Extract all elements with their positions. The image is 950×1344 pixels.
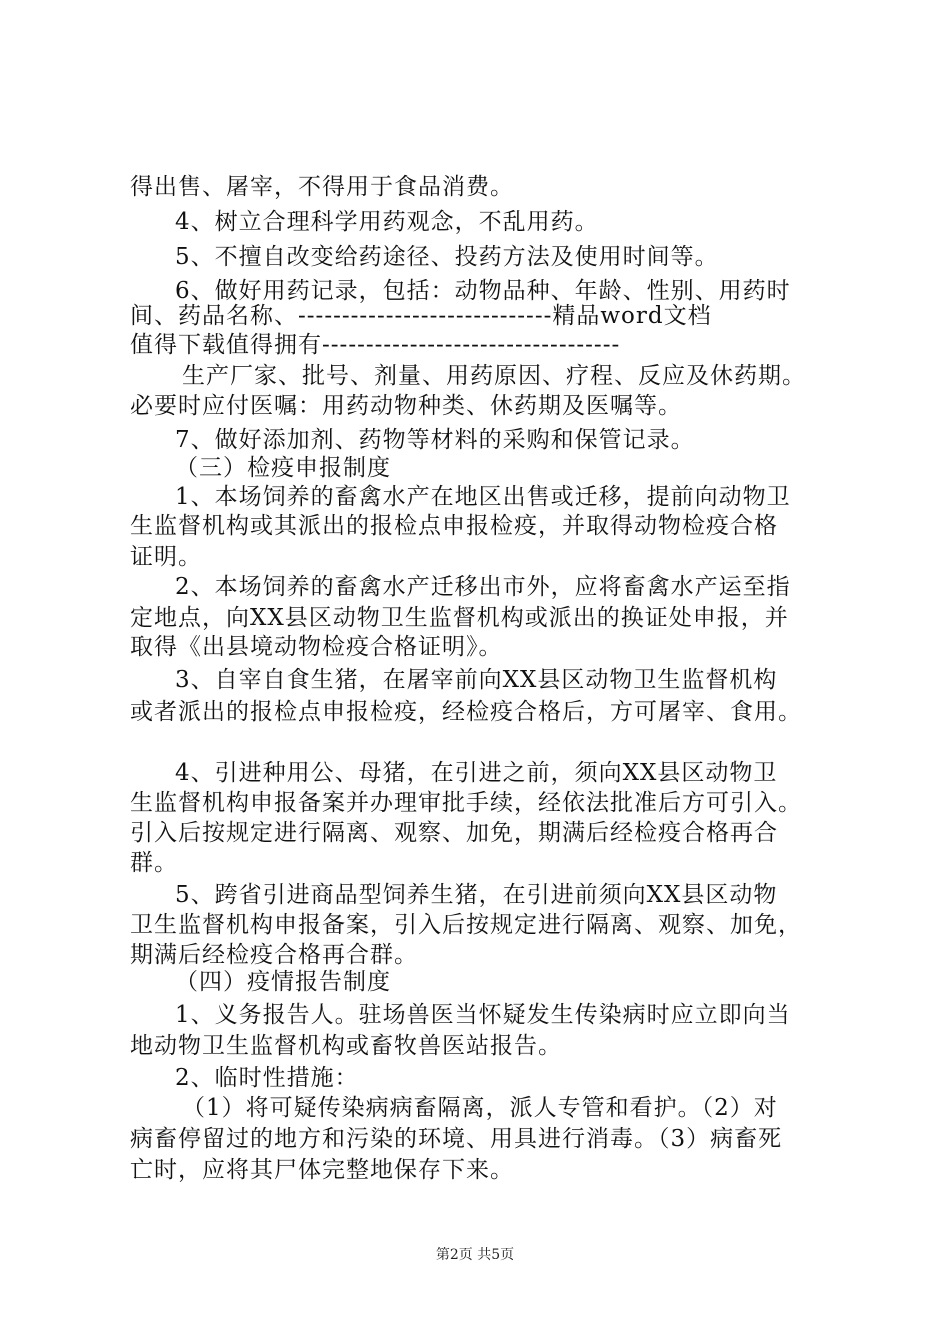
text-line: 间、药品名称、-----------------------------精品word文档 [130, 303, 712, 329]
text-line: 1、本场饲养的畜禽水产在地区出售或迁移，提前向动物卫 [175, 484, 791, 510]
text-line: 或者派出的报检点申报检疫，经检疫合格后，方可屠宰、食用。 [130, 699, 802, 725]
section-heading: （三）检疫申报制度 [175, 455, 391, 481]
section-heading: （四）疫情报告制度 [175, 969, 391, 995]
text-line: 期满后经检疫合格再合群。 [130, 942, 418, 968]
text-line: 6、做好用药记录，包括：动物品种、年龄、性别、用药时 [175, 278, 791, 304]
text-line: 2、本场饲养的畜禽水产迁移出市外，应将畜禽水产运至指 [175, 574, 791, 600]
text-line: 必要时应付医嘱：用药动物种类、休药期及医嘱等。 [130, 393, 682, 419]
text-line: 病畜停留过的地方和污染的环境、用具进行消毒。（3）病畜死 [130, 1126, 783, 1152]
text-line: 生监督机构申报备案并办理审批手续，经依法批准后方可引入。 [130, 790, 802, 816]
text-line: 生监督机构或其派出的报检点申报检疫，并取得动物检疫合格 [130, 513, 778, 539]
text-line: 群。 [130, 850, 178, 876]
text-line: 值得下载值得拥有---------------------------------- [130, 332, 621, 358]
page-number-footer: 第2页 共5页 [435, 1247, 515, 1263]
text-line: 亡时，应将其尸体完整地保存下来。 [130, 1157, 514, 1183]
text-line: 取得《出县境动物检疫合格证明》。 [130, 634, 503, 660]
text-line: 引入后按规定进行隔离、观察、加免，期满后经检疫合格再合 [130, 820, 778, 846]
text-line: 5、跨省引进商品型饲养生猪，在引进前须向XX县区动物 [175, 882, 778, 908]
text-line: 得出售、屠宰，不得用于食品消费。 [130, 174, 514, 200]
text-line: （1）将可疑传染病病畜隔离，派人专管和看护。（2）对 [182, 1095, 778, 1121]
text-line: 定地点，向XX县区动物卫生监督机构或派出的换证处申报，并 [130, 605, 789, 631]
text-line: 4、引进种用公、母猪，在引进之前，须向XX县区动物卫 [175, 760, 778, 786]
text-line: 卫生监督机构申报备案，引入后按规定进行隔离、观察、加免， [130, 912, 802, 938]
text-line: 4、树立合理科学用药观念，不乱用药。 [175, 209, 599, 235]
text-line: 5、不擅自改变给药途径、投药方法及使用时间等。 [175, 244, 719, 270]
text-line: 生产厂家、批号、剂量、用药原因、疗程、反应及休药期。 [182, 363, 806, 389]
text-line: 7、做好添加剂、药物等材料的采购和保管记录。 [175, 427, 695, 453]
text-line: 证明。 [130, 544, 202, 570]
text-line: 地动物卫生监督机构或畜牧兽医站报告。 [130, 1033, 562, 1059]
text-line: 2、临时性措施： [175, 1065, 359, 1091]
text-line: 1、义务报告人。驻场兽医当怀疑发生传染病时应立即向当 [175, 1002, 791, 1028]
text-line: 3、自宰自食生猪，在屠宰前向XX县区动物卫生监督机构 [175, 667, 778, 693]
